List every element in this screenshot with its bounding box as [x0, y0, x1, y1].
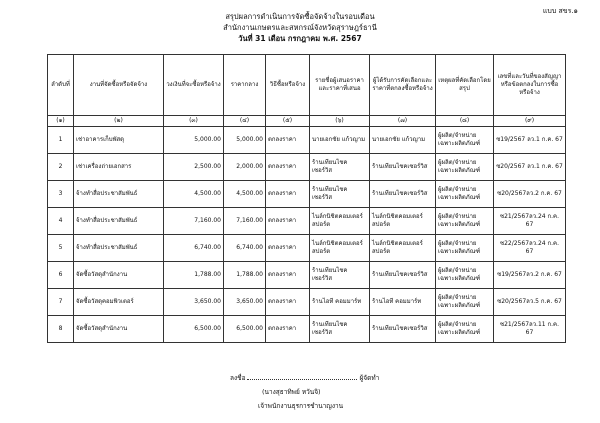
col-code: (๖) — [310, 116, 370, 127]
table-row — [48, 127, 566, 154]
cell-winner: นายเอกชัย แก้วญาม — [370, 127, 436, 154]
cell-bidder: ร้านเทียนไชคเซอร์วิส — [310, 181, 370, 208]
cell-bidder: นายเอกชัย แก้วญาม — [310, 127, 370, 154]
cell-budget: 5,000.00 — [164, 127, 224, 154]
cell-no: 7 — [48, 289, 74, 316]
cell-contract: ซ19/2567 ลว.1 ก.ค. 67 — [494, 127, 566, 154]
col-header-winner: ผู้ได้รับการคัดเลือกและราคาที่ตกลงซื้อหรือจ้าง — [370, 55, 436, 116]
table-row — [48, 289, 566, 316]
cell-bidder: ร้านเทียนไชคเซอร์วิส — [310, 262, 370, 289]
cell-item: จ้างทำสื่อประชาสัมพันธ์ — [74, 208, 164, 235]
cell-median: 6,740.00 — [224, 235, 266, 262]
col-header-contract: เลขที่และวันที่ของสัญญาหรือข้อตกลงในการซื้อหรือจ้าง — [494, 55, 566, 116]
cell-median: 7,160.00 — [224, 208, 266, 235]
cell-contract: ซ20/2567ลว.2 ก.ค. 67 — [494, 181, 566, 208]
cell-bidder: ไนล์กนิชิตคอมเตอร์สปอร์ต — [310, 208, 370, 235]
cell-reason: ผู้ผลิต/จำหน่ายเฉพาะผลิตภัณฑ์ — [436, 289, 494, 316]
cell-winner: ร้านเทียนไชคเซอร์วิส — [370, 262, 436, 289]
cell-budget: 3,650.00 — [164, 289, 224, 316]
cell-winner: ร้านเทียนไชคเซอร์วิส — [370, 154, 436, 181]
table-row — [48, 154, 566, 181]
cell-no: 8 — [48, 316, 74, 343]
cell-budget: 7,160.00 — [164, 208, 224, 235]
cell-contract: ซ22/2567ลว.24 ก.ค. 67 — [494, 235, 566, 262]
cell-budget: 6,500.00 — [164, 316, 224, 343]
cell-median: 3,650.00 — [224, 289, 266, 316]
cell-median: 6,500.00 — [224, 316, 266, 343]
table-row — [48, 181, 566, 208]
cell-method: ตกลงราคา — [266, 289, 310, 316]
table-header-row — [48, 55, 566, 116]
cell-reason: ผู้ผลิต/จำหน่ายเฉพาะผลิตภัณฑ์ — [436, 127, 494, 154]
cell-item: จัดซื้อวัสดุสำนักงาน — [74, 316, 164, 343]
col-header-no: ลำดับที่ — [48, 55, 74, 116]
cell-item: เช่าอาคารเก็บพัสดุ — [74, 127, 164, 154]
col-header-method: วิธีซื้อหรือจ้าง — [266, 55, 310, 116]
form-code: แบบ สขร.๑ — [542, 7, 578, 15]
cell-bidder: ไนล์กนิชิตคอมเตอร์สปอร์ต — [310, 235, 370, 262]
col-code: (๙) — [494, 116, 566, 127]
cell-winner: ร้านเทียนไชคเซอร์วิส — [370, 316, 436, 343]
header-line-1: สรุปผลการดำเนินการจัดซื้อจัดจ้างในรอบเดือน — [225, 12, 375, 21]
cell-contract: ซ20/2567 ลว.1 ก.ค. 67 — [494, 154, 566, 181]
cell-method: ตกลงราคา — [266, 262, 310, 289]
col-header-median: ราคากลาง — [224, 55, 266, 116]
cell-reason: ผู้ผลิต/จำหน่ายเฉพาะผลิตภัณฑ์ — [436, 154, 494, 181]
col-code: (๕) — [266, 116, 310, 127]
cell-item: จัดซื้อวัสดุคอมพิวเตอร์ — [74, 289, 164, 316]
header-line-3: วันที่ 31 เดือน กรกฎาคม พ.ศ. 2567 — [238, 34, 362, 43]
table-row — [48, 235, 566, 262]
cell-reason: ผู้ผลิต/จำหน่ายเฉพาะผลิตภัณฑ์ — [436, 208, 494, 235]
col-header-budget: วงเงินที่จะซื้อหรือจ้าง — [164, 55, 224, 116]
cell-no: 1 — [48, 127, 74, 154]
cell-median: 2,000.00 — [224, 154, 266, 181]
cell-bidder: ร้านเทียนไชคเซอร์วิส — [310, 154, 370, 181]
cell-item: จ้างทำสื่อประชาสัมพันธ์ — [74, 235, 164, 262]
cell-contract: ซ19/2567ลว.2 ก.ค. 67 — [494, 262, 566, 289]
cell-method: ตกลงราคา — [266, 208, 310, 235]
cell-median: 5,000.00 — [224, 127, 266, 154]
signature-dotted-line — [247, 379, 357, 380]
column-code-row — [48, 116, 566, 127]
col-code: (๔) — [224, 116, 266, 127]
cell-reason: ผู้ผลิต/จำหน่ายเฉพาะผลิตภัณฑ์ — [436, 262, 494, 289]
table-row — [48, 208, 566, 235]
cell-reason: ผู้ผลิต/จำหน่ายเฉพาะผลิตภัณฑ์ — [436, 181, 494, 208]
signer-role: เจ้าพนักงานธุรการชำนาญงาน — [258, 402, 344, 410]
col-code: (๓) — [164, 116, 224, 127]
header-line-2: สำนักงานเกษตรและสหกรณ์จังหวัดสุราษฎร์ธานี — [223, 23, 377, 32]
cell-reason: ผู้ผลิต/จำหน่ายเฉพาะผลิตภัณฑ์ — [436, 235, 494, 262]
cell-bidder: ร้านเทียนไชคเซอร์วิส — [310, 316, 370, 343]
cell-contract: ซ21/2567ลว.24 ก.ค. 67 — [494, 208, 566, 235]
cell-method: ตกลงราคา — [266, 181, 310, 208]
cell-winner: ร้านเทียนไชคเซอร์วิส — [370, 181, 436, 208]
cell-budget: 1,788.00 — [164, 262, 224, 289]
cell-method: ตกลงราคา — [266, 316, 310, 343]
cell-item: จัดซื้อวัสดุสำนักงาน — [74, 262, 164, 289]
signature-suffix: ผู้จัดทำ — [359, 374, 380, 382]
document-header — [0, 11, 600, 44]
cell-winner: ไนล์กนิชิตคอมเตอร์สปอร์ต — [370, 235, 436, 262]
col-header-item: งานที่จัดซื้อหรือจัดจ้าง — [74, 55, 164, 116]
cell-item: เช่าเครื่องถ่ายเอกสาร — [74, 154, 164, 181]
cell-budget: 4,500.00 — [164, 181, 224, 208]
cell-no: 5 — [48, 235, 74, 262]
cell-no: 4 — [48, 208, 74, 235]
cell-contract: ซ20/2567ลว.5 ก.ค. 67 — [494, 289, 566, 316]
col-header-bidder: รายชื่อผู้เสนอราคาและราคาที่เสนอ — [310, 55, 370, 116]
cell-budget: 2,500.00 — [164, 154, 224, 181]
signature-prefix: ลงชื่อ — [230, 374, 246, 382]
cell-median: 1,788.00 — [224, 262, 266, 289]
cell-no: 3 — [48, 181, 74, 208]
table-row — [48, 316, 566, 343]
cell-method: ตกลงราคา — [266, 127, 310, 154]
signer-name: (นางสุธาทิพย์ หวันจิ) — [262, 388, 321, 396]
cell-item: จ้างทำสื่อประชาสัมพันธ์ — [74, 181, 164, 208]
cell-method: ตกลงราคา — [266, 154, 310, 181]
procurement-table — [47, 54, 566, 343]
cell-contract: ซ21/2567ลว.11 ก.ค. 67 — [494, 316, 566, 343]
signature-line — [230, 373, 379, 383]
cell-bidder: ร้านไอที คอมมาร์ท — [310, 289, 370, 316]
cell-no: 2 — [48, 154, 74, 181]
col-code: (๘) — [436, 116, 494, 127]
col-code: (๒) — [74, 116, 164, 127]
cell-budget: 6,740.00 — [164, 235, 224, 262]
cell-reason: ผู้ผลิต/จำหน่ายเฉพาะผลิตภัณฑ์ — [436, 316, 494, 343]
col-code: (๑) — [48, 116, 74, 127]
cell-winner: ร้านไอที คอมมาร์ท — [370, 289, 436, 316]
cell-winner: ไนล์กนิชิตคอมเตอร์สปอร์ต — [370, 208, 436, 235]
cell-method: ตกลงราคา — [266, 235, 310, 262]
col-code: (๗) — [370, 116, 436, 127]
table-body — [48, 127, 566, 343]
table-row — [48, 262, 566, 289]
col-header-reason: เหตุผลที่คัดเลือกโดยสรุป — [436, 55, 494, 116]
cell-median: 4,500.00 — [224, 181, 266, 208]
cell-no: 6 — [48, 262, 74, 289]
